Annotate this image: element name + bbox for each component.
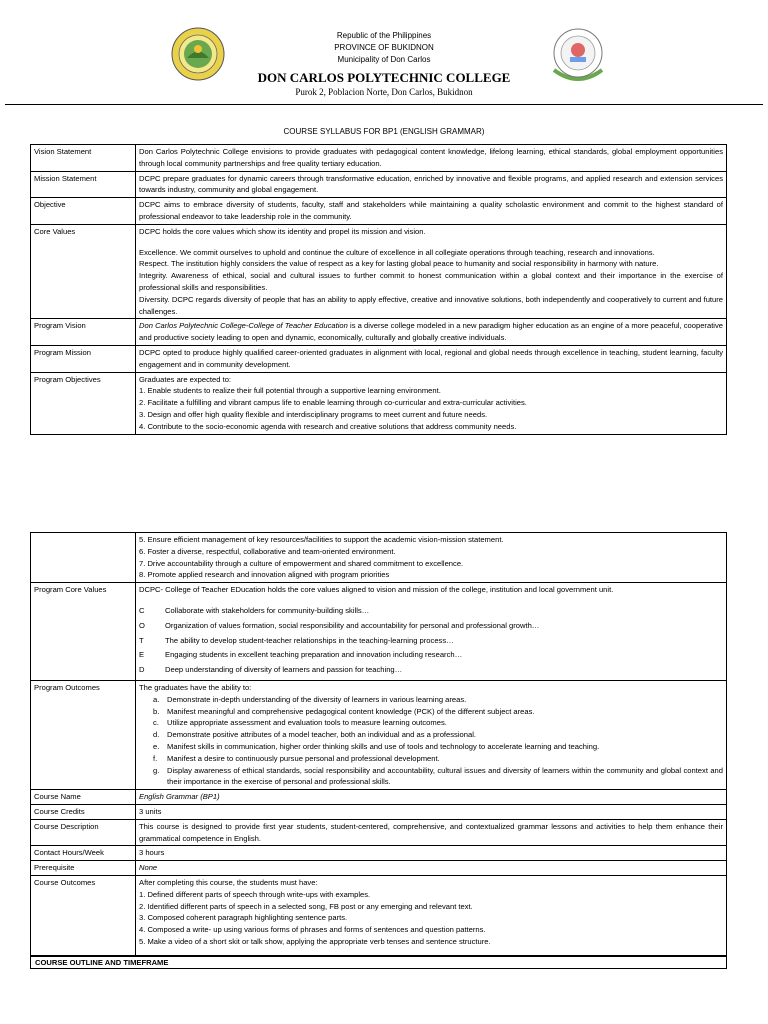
- list-item: 3. Composed coherent paragraph highlighting sentence parts.: [139, 913, 348, 923]
- syllabus-title: COURSE SYLLABUS FOR BP1 (ENGLISH GRAMMAR): [283, 127, 485, 136]
- list-item: [139, 706, 723, 718]
- core-text: The ability to develop student-teacher relationships in the teaching-learning process…: [165, 635, 454, 645]
- list-item: [139, 635, 723, 647]
- core-value-excellence: Excellence. We commit ourselves to uphold and continue the culture of excellence in all collegiate operations through teaching, research and innovations.: [139, 247, 655, 257]
- contact-hours: 3 hours: [136, 846, 727, 861]
- table-row: [31, 345, 727, 372]
- outcome-letter: f.: [153, 753, 158, 763]
- list-item: After completing this course, the students must have:: [139, 877, 318, 887]
- list-item: 2. Identified different parts of speech in a selected song, FB post or any emerging and relevant text.: [139, 901, 473, 911]
- list-item: 6. Foster a diverse, respectful, collaborative and team-oriented environment.: [139, 546, 396, 556]
- list-item: 7. Drive accountability through a culture of empowerment and shared commitment to excellence.: [139, 558, 464, 568]
- outcome-letter: g.: [153, 765, 160, 775]
- header-municipality: Municipality of Don Carlos: [337, 55, 431, 64]
- vision-statement: Don Carlos Polytechnic College envisions to provide graduates with pedagogical content knowledge, lifelong learning, ethical standards, global employment opportunities through local community partnerships and free quality tertiary education.: [136, 145, 727, 172]
- core-letter: C: [139, 605, 145, 615]
- program-vision: [136, 319, 727, 346]
- row-label: Course Outcomes: [31, 875, 136, 955]
- row-label: Mission Statement: [31, 171, 136, 198]
- list-item: [139, 649, 723, 661]
- list-item: 4. Contribute to the socio-economic agenda with research and creative solutions that address community needs.: [139, 421, 517, 431]
- table-row: [31, 372, 727, 434]
- row-label: Program Mission: [31, 345, 136, 372]
- course-name: English Grammar (BP1): [136, 790, 727, 805]
- header-province: PROVINCE OF BUKIDNON: [334, 43, 434, 52]
- outcome-text: Demonstrate positive attributes of a model teacher, both an individual and as a professional.: [167, 730, 476, 740]
- program-outcomes: [136, 680, 727, 789]
- row-label: Course Description: [31, 819, 136, 846]
- table-row: [31, 875, 727, 955]
- table-row: [31, 198, 727, 225]
- program-objectives: [136, 372, 727, 434]
- syllabus-table-2: [30, 532, 727, 956]
- core-text: Deep understanding of diversity of learners and passion for teaching…: [165, 665, 403, 675]
- row-label: Contact Hours/Week: [31, 846, 136, 861]
- core-text: Organization of values formation, social responsibility and accountability for personal and professional growth…: [165, 620, 540, 630]
- table-row: [31, 819, 727, 846]
- core-values-intro: DCPC holds the core values which show its identity and propel its mission and vision.: [139, 226, 426, 236]
- course-outcomes: [136, 875, 727, 955]
- list-item: 3. Design and offer high quality flexible and interdisciplinary programs to meet current and future needs.: [139, 409, 488, 419]
- core-text: Collaborate with stakeholders for community-building skills…: [165, 605, 370, 615]
- core-letter: D: [139, 665, 145, 675]
- row-label: Program Core Values: [31, 583, 136, 681]
- table-row: [31, 861, 727, 876]
- table-row: [31, 533, 727, 583]
- core-letter: O: [139, 620, 145, 630]
- core-value-diversity: Diversity. DCPC regards diversity of people that has an ability to apply effective, creative and innovative solutions, both independently and cooperatively to current and future challenges.: [139, 294, 723, 316]
- outcome-letter: a.: [153, 694, 160, 704]
- list-item: 5. Ensure efficient management of key resources/facilities to support the academic vision-mission statement.: [139, 535, 504, 544]
- list-item: [139, 664, 723, 676]
- outcome-text: Manifest a desire to continuously pursue personal and professional development.: [167, 753, 440, 763]
- outcome-letter: d.: [153, 730, 160, 740]
- table-row: [31, 319, 727, 346]
- list-item: 5. Make a video of a short skit or talk show, applying the appropriate verb tenses and sentence structure.: [139, 936, 491, 946]
- header-divider: [5, 104, 763, 105]
- college-name: DON CARLOS POLYTECHNIC COLLEGE: [257, 70, 511, 85]
- list-item: [139, 765, 723, 789]
- core-values: [136, 224, 727, 319]
- row-label: Course Name: [31, 790, 136, 805]
- mission-statement: DCPC prepare graduates for dynamic careers through transformative education, enriched by innovative and flexible programs, and applied research and extension services towards industry, community and global engagement.: [136, 171, 727, 198]
- prerequisite: None: [136, 861, 727, 876]
- list-item: Graduates are expected to:: [139, 374, 232, 384]
- table-row: [31, 145, 727, 172]
- list-item: 1. Defined different parts of speech through write-ups with examples.: [139, 889, 371, 899]
- core-letter: E: [139, 650, 145, 660]
- list-item: [139, 620, 723, 632]
- core-text: Engaging students in excellent teaching preparation and innovation including research…: [165, 650, 463, 660]
- table-row: [31, 804, 727, 819]
- list-item: 1. Enable students to realize their full potential through a supportive learning environment.: [139, 386, 441, 396]
- table-row: [31, 171, 727, 198]
- row-label: Vision Statement: [31, 145, 136, 172]
- list-item: [139, 717, 723, 729]
- table-row: [31, 790, 727, 805]
- program-vision-text: is a diverse college modeled in a new paradigm higher education as an engine of a more peaceful, cooperative and productive society leading to open and dynamic, economically, culturally and globally creative individuals.: [139, 321, 724, 343]
- program-objectives-continued: [136, 533, 727, 583]
- core-letter: T: [139, 635, 144, 645]
- program-outcomes-intro: The graduates have the ability to:: [139, 682, 252, 692]
- program-core-values: [136, 583, 727, 681]
- outcome-text: Utilize appropriate assessment and evaluation tools to measure learning outcomes.: [167, 718, 447, 728]
- outcome-letter: b.: [153, 706, 160, 716]
- core-value-respect: Respect. The institution highly considers the value of respect as a key for lasting global peace to humanity and social responsibility in harmony with nature.: [139, 259, 659, 269]
- list-item: 8. Promote applied research and innovation aligned with program priorities: [139, 570, 390, 580]
- course-outline-heading: COURSE OUTLINE AND TIMEFRAME: [30, 956, 727, 969]
- list-item: [139, 741, 723, 753]
- list-item: 2. Facilitate a fulfilling and vibrant campus life to enable learning through co-curricular and extra-curricular activities.: [139, 398, 527, 408]
- table-row: [31, 224, 727, 319]
- outcome-text: Demonstrate in-depth understanding of the diversity of learners in various learning areas.: [167, 694, 467, 704]
- row-label: [31, 533, 136, 583]
- row-label: Objective: [31, 198, 136, 225]
- table-row: [31, 846, 727, 861]
- table-row: [31, 583, 727, 681]
- outcome-letter: c.: [153, 718, 159, 728]
- outcome-text: Manifest skills in communication, higher order thinking skills and use of tools and technology to accelerate learning and teaching.: [167, 741, 600, 751]
- list-item: [139, 729, 723, 741]
- table-row: [31, 680, 727, 789]
- row-label: Program Outcomes: [31, 680, 136, 789]
- core-value-integrity: Integrity. Awareness of ethical, social and cultural issues to further commit to honest communication within a global context and their importance in the exercise of professional skills and responsibilities.: [139, 271, 723, 292]
- program-core-values-intro: DCPC- College of Teacher EDucation holds the core values aligned to vision and mission of the college, institution and local government unit.: [139, 585, 614, 595]
- row-label: Prerequisite: [31, 861, 136, 876]
- course-description: This course is designed to provide first year students, student-centered, comprehensive, and contextualized grammar lessons and activities to help them enhance their grammatical competence in English.: [136, 819, 727, 846]
- program-vision-college: Don Carlos Polytechnic College-College of Teacher Education: [139, 321, 348, 331]
- row-label: Program Objectives: [31, 372, 136, 434]
- objective: DCPC aims to embrace diversity of students, faculty, staff and stakeholders while maintaining a quality scholastic environment and commit to the highest standard of professional endeavor to take leadership role in the community.: [136, 198, 727, 225]
- outcome-text: Manifest meaningful and comprehensive pedagogical content knowledge (PCK) of the different subject areas.: [167, 706, 535, 716]
- outcome-text: Display awareness of ethical standards, social responsibility and accountability, cultural issues and diversity of learners within the community and global context and their importance in the exercise of personal and professional skills.: [167, 765, 723, 787]
- header-republic: Republic of the Philippines: [336, 31, 432, 40]
- college-address: Purok 2, Poblacion Norte, Don Carlos, Bukidnon: [295, 87, 473, 97]
- list-item: [139, 605, 723, 617]
- list-item: 4. Composed a write- up using various forms of phrases and forms of sentences and question patterns.: [139, 925, 486, 935]
- program-mission: DCPC opted to produce highly qualified career-oriented graduates in alignment with local, regional and global needs through excellence in teaching, student learning, faculty engagement and in community development.: [136, 345, 727, 372]
- list-item: [139, 753, 723, 765]
- course-credits: 3 units: [136, 804, 727, 819]
- syllabus-table-1: [30, 144, 727, 435]
- row-label: Program Vision: [31, 319, 136, 346]
- row-label: Core Values: [31, 224, 136, 319]
- outcome-letter: e.: [153, 741, 160, 751]
- row-label: Course Credits: [31, 804, 136, 819]
- list-item: [139, 694, 723, 706]
